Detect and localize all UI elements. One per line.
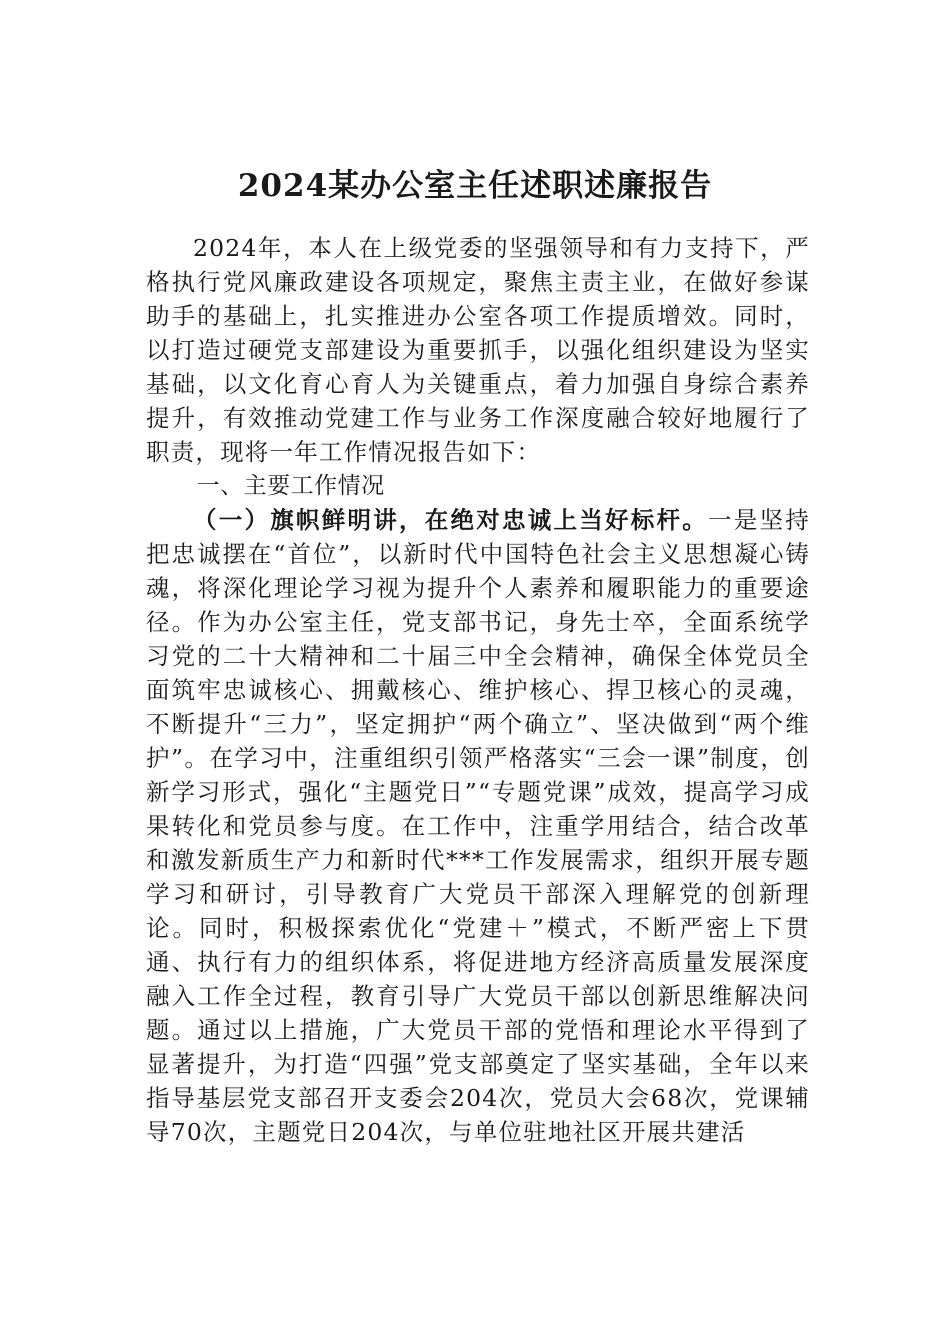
section-heading: 一、主要工作情况 [196,473,385,499]
subsection-paragraph [146,503,810,1149]
document-title: 2024某办公室主任述职述廉报告 [237,168,713,204]
intro-paragraph: 2024年，本人在上级党委的坚强领导和有力支持下，严格执行党风廉政建设各项规定，聚焦主责主业，在做好参谋助手的基础上，扎实推进办公室各项工作提质增效。同时，以打造过硬党支部建设为重要抓手，以强化组织建设为坚实基础，以文化育心育人为关键重点，着力加强自身综合素养提升，有效推动党建工作与业务工作深度融合较好地履行了职责，现将一年工作情况报告如下： [146,234,810,466]
document-body [146,231,810,1149]
subsection-lead: （一）旗帜鲜明讲，在绝对忠诚上当好标杆。 [193,506,709,534]
subsection-body: 一是坚持把忠诚摆在“首位”，以新时代中国特色社会主义思想凝心铸魂，将深化理论学习视为提升个人素养和履职能力的重要途径。作为办公室主任，党支部书记，身先士卒，全面系统学习党的二十大精神和二十届三中全会精神，确保全体党员全面筑牢忠诚核心、拥戴核心、维护核心、捍卫核心的灵魂，不断提升“三力”，坚定拥护“两个确立”、坚决做到“两个维护”。在学习中，注重组织引领严格落实“三会一课”制度，创新学习形式，强化“主题党日”“专题党课”成效，提高学习成果转化和党员参与度。在工作中，注重学用结合，结合改革和激发新质生产力和新时代***工作发展需求，组织开展专题学习和研讨，引导教育广大党员干部深入理解党的创新理论。同时，积极探索优化“党建＋”模式，不断严密上下贯通、执行有力的组织体系，将促进地方经济高质量发展深度融入工作全过程，教育引导广大党员干部以创新思维解决问题。通过以上措施，广大党员干部的党悟和理论水平得到了显著提升，为打造“四强”党支部奠定了坚实基础，全年以来指导基层党支部召开支委会204次，党员大会68次，党课辅导70次，主题党日204次，与单位驻地社区开展共建活 [146,506,811,1146]
